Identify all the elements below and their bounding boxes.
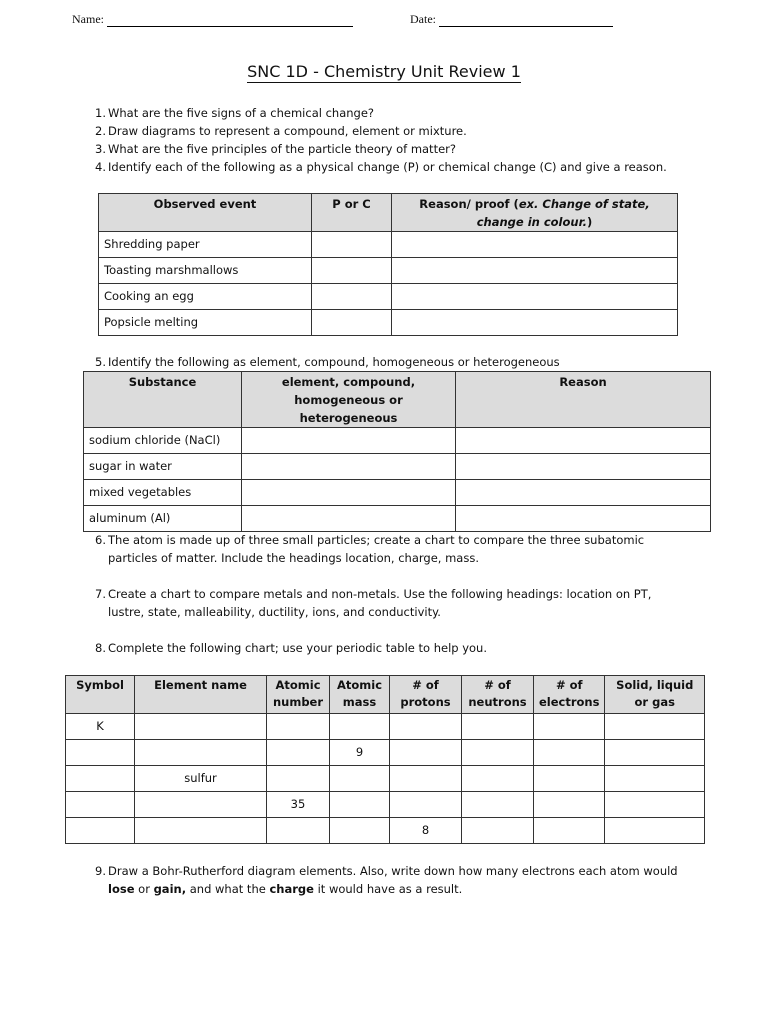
header-reason-proof: Reason/ proof (ex. Change of state, change in colour.)	[392, 194, 678, 232]
state-cell[interactable]	[605, 792, 705, 818]
lose-keyword: lose	[108, 882, 135, 896]
name-label: Name:	[72, 12, 104, 26]
answer-cell[interactable]	[242, 480, 456, 506]
element-name-cell[interactable]: sulfur	[135, 766, 267, 792]
header-substance: Substance	[84, 372, 242, 428]
state-cell[interactable]	[605, 740, 705, 766]
state-cell[interactable]	[605, 714, 705, 740]
table-row	[99, 310, 678, 336]
substance-classification-table	[83, 371, 711, 532]
protons-cell[interactable]	[390, 740, 462, 766]
electrons-cell[interactable]	[534, 792, 605, 818]
question-8: 8. Complete the following chart; use your periodic table to help you.	[95, 641, 488, 655]
answer-cell[interactable]	[312, 310, 392, 336]
header-state: Solid, liquid or gas	[605, 676, 705, 714]
header-p-or-c: P or C	[312, 194, 392, 232]
protons-cell[interactable]	[390, 766, 462, 792]
answer-cell[interactable]	[312, 232, 392, 258]
name-blank[interactable]	[107, 14, 353, 27]
question-5: 5. Identify the following as element, compound, homogeneous or heterogeneous	[95, 355, 560, 369]
table-row	[99, 284, 678, 310]
periodic-table-chart	[65, 675, 705, 844]
answer-cell[interactable]	[242, 428, 456, 454]
date-blank[interactable]	[439, 14, 613, 27]
atomic-mass-cell[interactable]: 9	[330, 740, 390, 766]
answer-cell[interactable]	[392, 232, 678, 258]
physical-chemical-change-table	[98, 193, 678, 336]
neutrons-cell[interactable]	[462, 740, 534, 766]
table-row	[84, 480, 711, 506]
date-label: Date:	[410, 12, 436, 26]
charge-keyword: charge	[269, 882, 314, 896]
symbol-cell[interactable]: K	[66, 714, 135, 740]
symbol-cell[interactable]	[66, 766, 135, 792]
atomic-number-cell[interactable]	[267, 740, 330, 766]
header-element-name: Element name	[135, 676, 267, 714]
header-neutrons: # of neutrons	[462, 676, 534, 714]
element-name-cell[interactable]	[135, 740, 267, 766]
header-observed-event: Observed event	[99, 194, 312, 232]
question-7: 7. Create a chart to compare metals and non-metals. Use the following headings: location on PT, lustre, state, malleability, ductility, ions, and conductivity.	[95, 587, 652, 619]
state-cell[interactable]	[605, 818, 705, 844]
header-atomic-mass: Atomic mass	[330, 676, 390, 714]
question-6: 6. The atom is made up of three small particles; create a chart to compare the three subatomic particles of matter. Include the headings location, charge, mass.	[95, 533, 645, 565]
gain-keyword: gain,	[153, 882, 187, 896]
answer-cell[interactable]	[456, 480, 711, 506]
header-electrons: # of electrons	[534, 676, 605, 714]
substance-cell: sodium chloride (NaCl)	[84, 428, 242, 454]
name-field	[72, 12, 353, 27]
element-name-cell[interactable]	[135, 818, 267, 844]
header-symbol: Symbol	[66, 676, 135, 714]
answer-cell[interactable]	[312, 258, 392, 284]
table-row	[99, 232, 678, 258]
event-cell: Cooking an egg	[99, 284, 312, 310]
neutrons-cell[interactable]	[462, 766, 534, 792]
state-cell[interactable]	[605, 766, 705, 792]
event-cell: Popsicle melting	[99, 310, 312, 336]
protons-cell[interactable]	[390, 714, 462, 740]
atomic-number-cell[interactable]	[267, 714, 330, 740]
table-row	[99, 258, 678, 284]
protons-cell[interactable]	[390, 792, 462, 818]
table-row	[66, 818, 705, 844]
table-row	[84, 506, 711, 532]
symbol-cell[interactable]	[66, 792, 135, 818]
table-row	[66, 792, 705, 818]
neutrons-cell[interactable]	[462, 792, 534, 818]
atomic-mass-cell[interactable]	[330, 792, 390, 818]
answer-cell[interactable]	[392, 284, 678, 310]
electrons-cell[interactable]	[534, 714, 605, 740]
answer-cell[interactable]	[242, 454, 456, 480]
atomic-mass-cell[interactable]	[330, 766, 390, 792]
symbol-cell[interactable]	[66, 740, 135, 766]
answer-cell[interactable]	[392, 310, 678, 336]
element-name-cell[interactable]	[135, 714, 267, 740]
question-4: 4. Identify each of the following as a physical change (P) or chemical change (C) and give a reason.	[95, 160, 667, 174]
answer-cell[interactable]	[242, 506, 456, 532]
table-row	[84, 454, 711, 480]
header-atomic-number: Atomic number	[267, 676, 330, 714]
atomic-number-cell[interactable]	[267, 766, 330, 792]
table-row	[84, 428, 711, 454]
atomic-number-cell[interactable]: 35	[267, 792, 330, 818]
neutrons-cell[interactable]	[462, 818, 534, 844]
symbol-cell[interactable]	[66, 818, 135, 844]
header-protons: # of protons	[390, 676, 462, 714]
answer-cell[interactable]	[392, 258, 678, 284]
question-3: 3. What are the five principles of the particle theory of matter?	[95, 142, 456, 156]
answer-cell[interactable]	[456, 428, 711, 454]
electrons-cell[interactable]	[534, 766, 605, 792]
substance-cell: mixed vegetables	[84, 480, 242, 506]
element-name-cell[interactable]	[135, 792, 267, 818]
question-9: 9. Draw a Bohr-Rutherford diagram elements. Also, write down how many electrons each atom would lose or gain, and what the charge it would have as a result.	[95, 864, 678, 896]
atomic-mass-cell[interactable]	[330, 714, 390, 740]
page-title: SNC 1D - Chemistry Unit Review 1	[247, 62, 521, 81]
atomic-mass-cell[interactable]	[330, 818, 390, 844]
event-cell: Shredding paper	[99, 232, 312, 258]
substance-cell: sugar in water	[84, 454, 242, 480]
electrons-cell[interactable]	[534, 818, 605, 844]
answer-cell[interactable]	[312, 284, 392, 310]
question-2: 2. Draw diagrams to represent a compound, element or mixture.	[95, 124, 467, 138]
protons-cell[interactable]: 8	[390, 818, 462, 844]
atomic-number-cell[interactable]	[267, 818, 330, 844]
neutrons-cell[interactable]	[462, 714, 534, 740]
answer-cell[interactable]	[456, 506, 711, 532]
answer-cell[interactable]	[456, 454, 711, 480]
substance-cell: aluminum (Al)	[84, 506, 242, 532]
table-row	[66, 714, 705, 740]
electrons-cell[interactable]	[534, 740, 605, 766]
header-reason: Reason	[456, 372, 711, 428]
header-classification: element, compound, homogeneous or heterogeneous	[242, 372, 456, 428]
event-cell: Toasting marshmallows	[99, 258, 312, 284]
table-row	[66, 766, 705, 792]
question-1: 1. What are the five signs of a chemical change?	[95, 106, 375, 120]
date-field	[410, 12, 613, 27]
table-row	[66, 740, 705, 766]
